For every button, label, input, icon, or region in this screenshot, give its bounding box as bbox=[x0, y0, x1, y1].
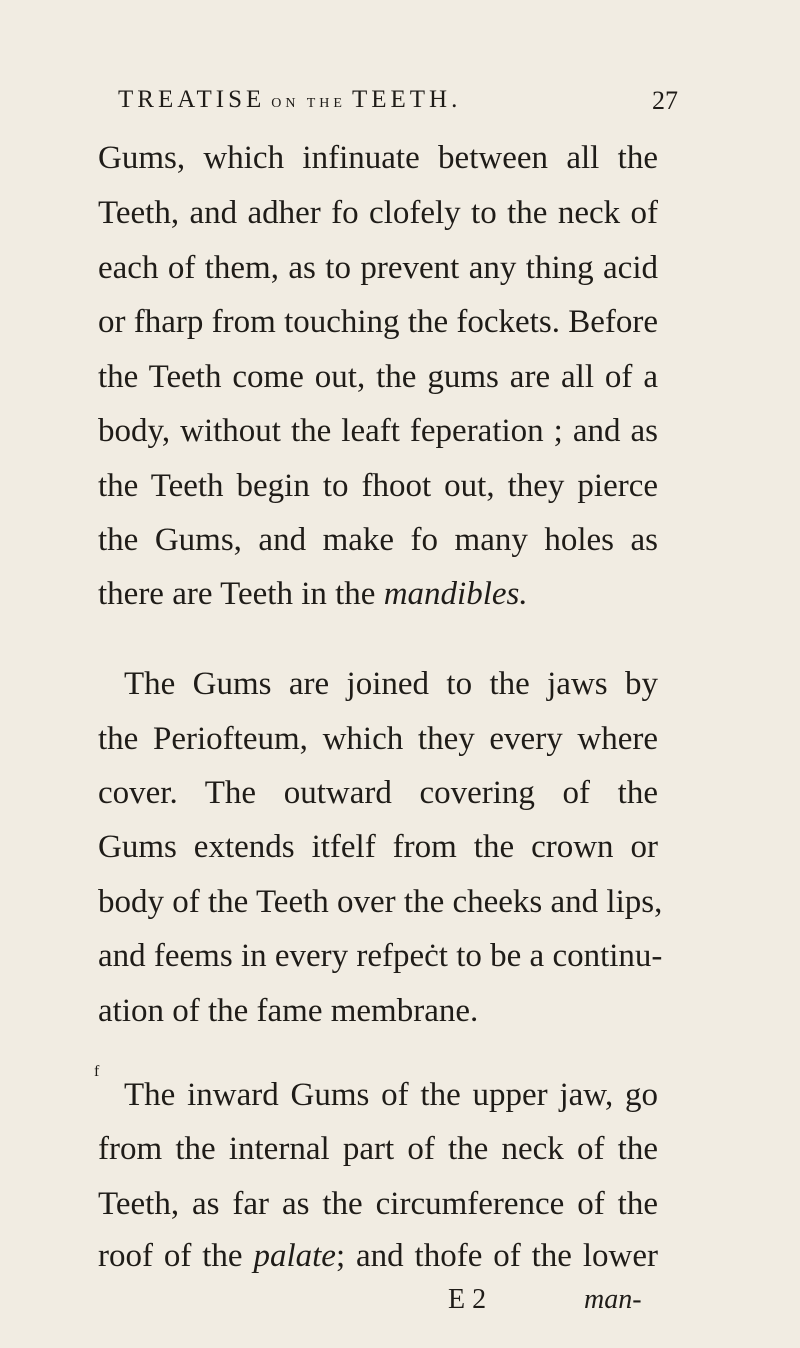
text-line: and feems in every refpeċt to be a continu- bbox=[98, 938, 663, 974]
text-line: from the internal part of the neck of the bbox=[98, 1131, 658, 1167]
italic-term: mandibles. bbox=[383, 576, 528, 612]
text-line-last: ation of the fame membrane. bbox=[98, 993, 479, 1029]
text-line-indent: The Gums are joined to the jaws by bbox=[124, 666, 658, 702]
running-header bbox=[118, 86, 678, 126]
text-line: the Periofteum, which they every where bbox=[98, 721, 658, 757]
text-line: body, without the leaft feperation ; and as bbox=[98, 413, 658, 449]
text-line: body of the Teeth over the cheeks and lips, bbox=[98, 884, 663, 920]
running-head-teeth: TEETH. bbox=[351, 86, 462, 113]
text-line: Teeth, and adher fo clofely to the neck of bbox=[98, 195, 658, 231]
signature-mark: E 2 bbox=[448, 1284, 487, 1315]
text-span: roof of the bbox=[98, 1238, 254, 1274]
text-line: the Teeth begin to fhoot out, they pierce bbox=[98, 468, 658, 504]
text-line: Gums, which infinuate between all the bbox=[98, 140, 658, 176]
text-line-last bbox=[98, 574, 658, 614]
page-number: 27 bbox=[652, 86, 678, 115]
running-head-treatise: TREATISE bbox=[118, 86, 266, 113]
text-span: ; and thofe of the lower bbox=[335, 1238, 658, 1274]
running-head-on-the: ON THE bbox=[271, 96, 346, 111]
text-line: the Gums, and make fo many holes as bbox=[98, 522, 658, 558]
text-line-indent: The inward Gums of the upper jaw, go bbox=[124, 1077, 658, 1113]
italic-term: palate bbox=[253, 1238, 336, 1274]
text-line: Teeth, as far as the circumference of the bbox=[98, 1186, 658, 1222]
text-line: cover. The outward covering of the bbox=[98, 775, 658, 811]
running-head bbox=[118, 86, 461, 114]
text-span: there are Teeth in the bbox=[98, 576, 384, 612]
text-line: or fharp from touching the fockets. Before bbox=[98, 304, 658, 340]
text-line-last bbox=[98, 1236, 658, 1276]
footnote-mark: f bbox=[94, 1063, 100, 1080]
text-line: Gums extends itfelf from the crown or bbox=[98, 829, 658, 865]
catchword: man- bbox=[584, 1284, 642, 1315]
text-line: each of them, as to prevent any thing acid bbox=[98, 250, 658, 286]
text-line: the Teeth come out, the gums are all of a bbox=[98, 359, 658, 395]
